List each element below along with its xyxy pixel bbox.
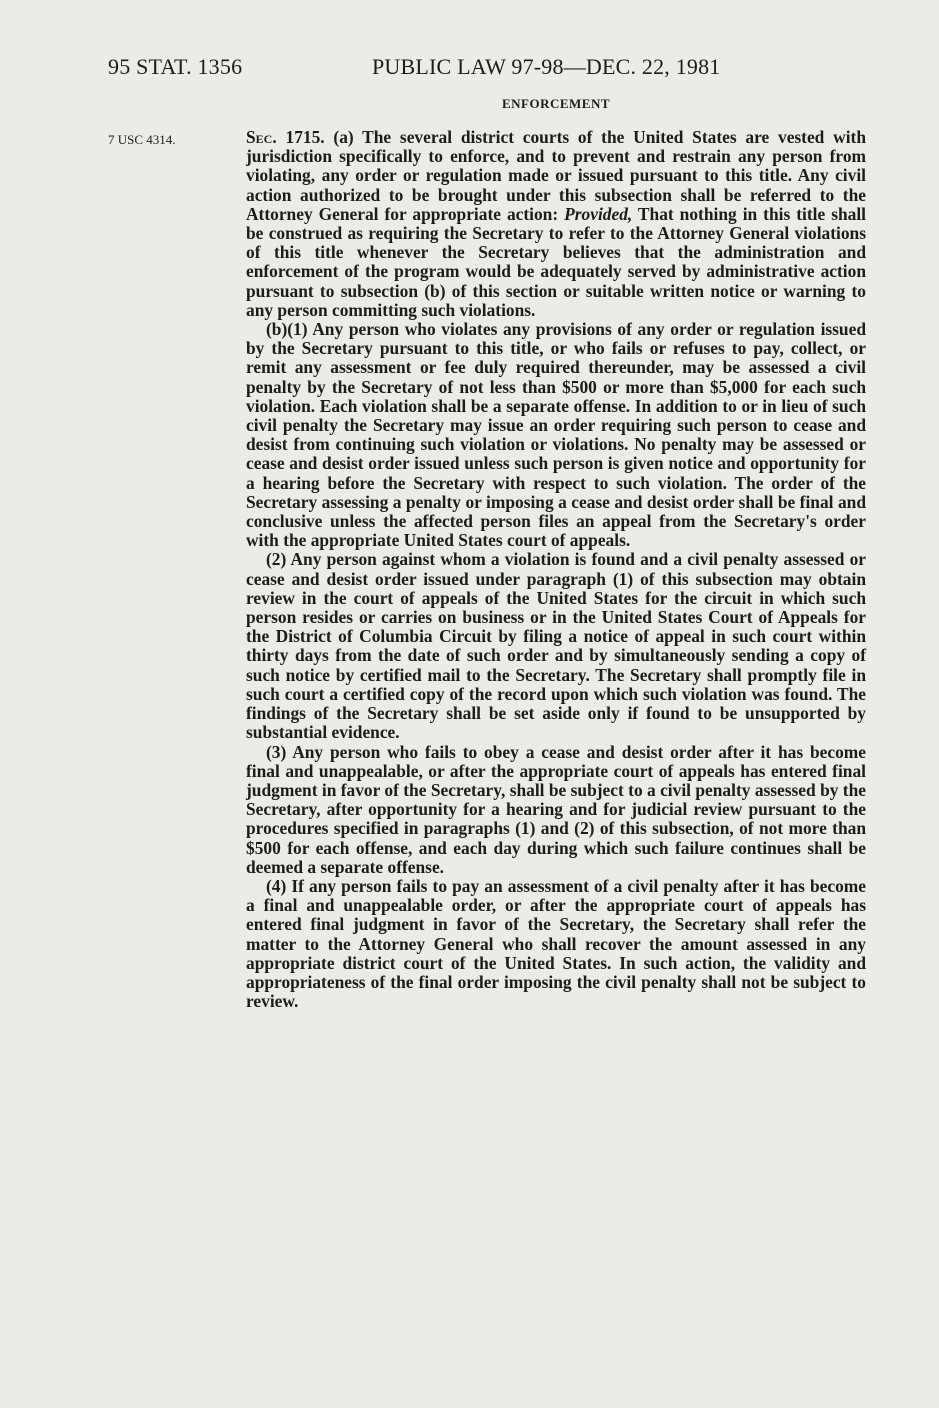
- paragraph-b1: (b)(1) Any person who violates any provisions of any order or regulation issued by the Secretary pursuant to this title, or who fails or refuses to pay, collect, or remit any assessment or fee duly required thereunder, may be assessed a civil penalty by the Secretary of not less than $500 or more than $5,000 for each such violation. Each violation shall be a separate offense. In addition to or in lieu of such civil penalty the Secretary may issue an order requiring such person to cease and desist from continuing such violation or violations. No penalty may be assessed or cease and desist order issued unless such person is given notice and opportunity for a hearing before the Secretary with respect to such violation. The order of the Secretary assessing a penalty or imposing a cease and desist order shall be final and conclusive unless the affected person files an appeal from the Secretary's order with the appropriate United States court of appeals.: [246, 319, 866, 551]
- provided-word: Provided,: [564, 203, 633, 224]
- page-stat-citation: 95 STAT. 1356: [108, 54, 243, 79]
- paragraph-b4: (4) If any person fails to pay an assessment of a civil penalty after it has become a final and unappealable order, or after the appropriate court of appeals has entered final judgment in favor of the Secretary, the Secretary shall refer the matter to the Attorney General who shall recover the amount assessed in any appropriate district court of the United States. In such action, the validity and appropriateness of the final order imposing the civil penalty shall not be subject to review.: [246, 875, 866, 1012]
- section-body: [246, 128, 866, 1011]
- section-label: Sec.: [246, 127, 277, 147]
- paragraph-a-opening: 1715. (a) The several district courts of the United States are vested with jurisdiction specifically to enforce, and to prevent and restrain any person from violating, any order or regulation made or issued pursuant to this title. Any civil action authorized to be brought under this subsection shall be referred to the Attorney General for appropriate action:: [246, 127, 866, 224]
- page-law-header: PUBLIC LAW 97-98—DEC. 22, 1981: [372, 54, 721, 79]
- paragraph-b3: (3) Any person who fails to obey a cease and desist order after it has become final and unappealable, or after the appropriate court of appeals has entered final judgment in favor of the Secretary, shall be subject to a civil penalty assessed by the Secretary, after opportunity for a hearing and for judicial review pursuant to the procedures specified in paragraphs (1) and (2) of this subsection, of not more than $500 for each offense, and each day during which such failure continues shall be deemed a separate offense.: [246, 741, 866, 877]
- paragraph-a: [246, 128, 866, 320]
- section-heading: ENFORCEMENT: [501, 96, 611, 111]
- margin-citation: 7 USC 4314.: [108, 132, 176, 147]
- paragraph-b2: (2) Any person against whom a violation is found and a civil penalty assessed or cease and desist order issued under paragraph (1) of this subsection may obtain review in the court of appeals of the United States for the circuit in which such person resides or carries on business or in the United States Court of Appeals for the District of Columbia Circuit by filing a notice of appeal in such court within thirty days from the date of such order and by simultaneously sending a copy of such notice by certified mail to the Secretary. The Secretary shall promptly file in such court a certified copy of the record upon which such violation was found. The findings of the Secretary shall be set aside only if found to be unsupported by substantial evidence.: [246, 549, 866, 743]
- paragraph-a-rest: That nothing in this title shall be construed as requiring the Secretary to refer to the Attorney General violations of this title whenever the Secretary believes that the administration and enforcement of the program would be adequately served by administrative action pursuant to subsection (b) of this section or suitable written notice or warning to any person committing such violations.: [246, 203, 866, 320]
